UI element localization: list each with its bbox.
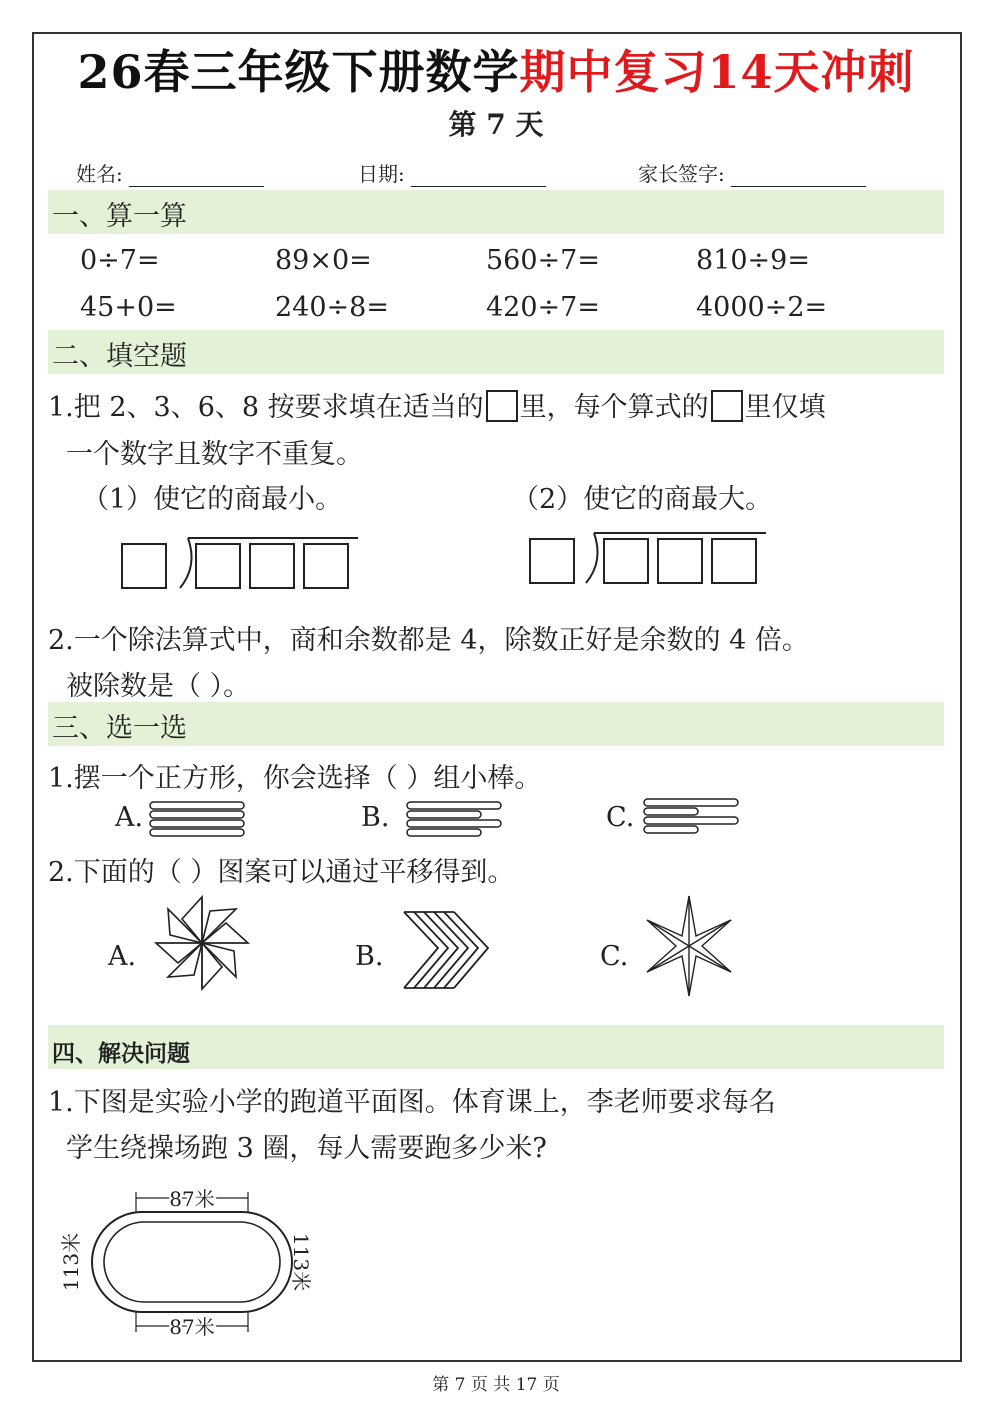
page-number: 第 7 页 共 17 页 bbox=[432, 1375, 560, 1395]
choose-question-2: 2.下面的（ ）图案可以通过平移得到。 bbox=[48, 857, 515, 888]
chevron-pattern-icon[interactable] bbox=[398, 908, 494, 1000]
solve-question-1: 1.下图是实验小学的跑道平面图。体育课上，李老师要求每名 bbox=[48, 1087, 776, 1118]
parent-signature-field[interactable]: 家长签字: bbox=[638, 158, 866, 187]
dividend-box[interactable] bbox=[196, 544, 240, 588]
track-left-width: 113米 bbox=[59, 1232, 83, 1292]
fill-question-1-part1: （1）使它的商最小。 bbox=[82, 484, 343, 515]
calc-item: 810÷9= bbox=[696, 245, 810, 276]
sticks-group-c[interactable] bbox=[642, 797, 742, 841]
section-heading-fill: 二、填空题 bbox=[48, 330, 944, 374]
pattern-option-label-b[interactable]: B. bbox=[355, 941, 384, 972]
dividend-box[interactable] bbox=[604, 539, 648, 583]
fill-question-2: 2.一个除法算式中，商和余数都是 4，除数正好是余数的 4 倍。 bbox=[48, 625, 809, 656]
divisor-box[interactable] bbox=[530, 539, 574, 583]
fill-question-1: 1.把 2、3、6、8 按要求填在适当的 里，每个算式的 里仅填 bbox=[48, 392, 826, 423]
divisor-box[interactable] bbox=[122, 544, 166, 588]
running-track-diagram bbox=[58, 1182, 328, 1342]
inline-box-icon bbox=[711, 390, 743, 422]
dividend-box[interactable] bbox=[304, 544, 348, 588]
sticks-group-a[interactable] bbox=[148, 800, 248, 840]
track-right-width: 113米 bbox=[289, 1232, 313, 1292]
date-field[interactable]: 日期: bbox=[358, 158, 546, 187]
track-bottom-length: 87米 bbox=[169, 1315, 215, 1339]
calc-item: 560÷7= bbox=[486, 245, 600, 276]
track-top-length: 87米 bbox=[169, 1187, 215, 1211]
calc-item: 0÷7= bbox=[80, 245, 160, 276]
calc-item: 45+0= bbox=[80, 292, 177, 323]
inline-box-icon bbox=[486, 390, 518, 422]
dividend-box[interactable] bbox=[712, 539, 756, 583]
option-label-a[interactable]: A. bbox=[115, 802, 144, 833]
division-frame-min bbox=[118, 532, 368, 592]
worksheet-title: 26春三年级下册数学期中复习14天冲刺 bbox=[77, 45, 915, 99]
option-label-c[interactable]: C. bbox=[606, 802, 635, 833]
dividend-box[interactable] bbox=[658, 539, 702, 583]
calc-item: 4000÷2= bbox=[696, 292, 828, 323]
sticks-group-b[interactable] bbox=[405, 800, 505, 840]
fill-question-1-part2: （2）使它的商最大。 bbox=[512, 484, 773, 515]
section-heading-calc: 一、算一算 bbox=[48, 190, 944, 234]
section-heading-choose: 三、选一选 bbox=[48, 702, 944, 746]
calc-item: 89×0= bbox=[275, 245, 372, 276]
choose-question-1: 1.摆一个正方形，你会选择（ ）组小棒。 bbox=[48, 763, 542, 794]
option-label-b[interactable]: B. bbox=[361, 802, 390, 833]
fill-question-1-cont: 一个数字且数字不重复。 bbox=[66, 439, 363, 470]
calc-item: 420÷7= bbox=[486, 292, 600, 323]
calc-item: 240÷8= bbox=[275, 292, 389, 323]
division-frame-max bbox=[526, 527, 776, 587]
name-field[interactable]: 姓名: bbox=[76, 158, 264, 187]
section-heading-solve: 四、解决问题 bbox=[48, 1025, 944, 1069]
pattern-option-label-c[interactable]: C. bbox=[600, 941, 629, 972]
pinwheel-pattern-icon[interactable] bbox=[152, 893, 256, 997]
fill-question-2-answer[interactable]: 被除数是（ ）。 bbox=[66, 671, 251, 702]
pattern-option-label-a[interactable]: A. bbox=[108, 941, 137, 972]
solve-question-1-cont: 学生绕操场跑 3 圈，每人需要跑多少米? bbox=[66, 1133, 547, 1164]
dividend-box[interactable] bbox=[250, 544, 294, 588]
day-label: 第 7 天 bbox=[448, 108, 544, 141]
star-pattern-icon[interactable] bbox=[643, 894, 735, 998]
